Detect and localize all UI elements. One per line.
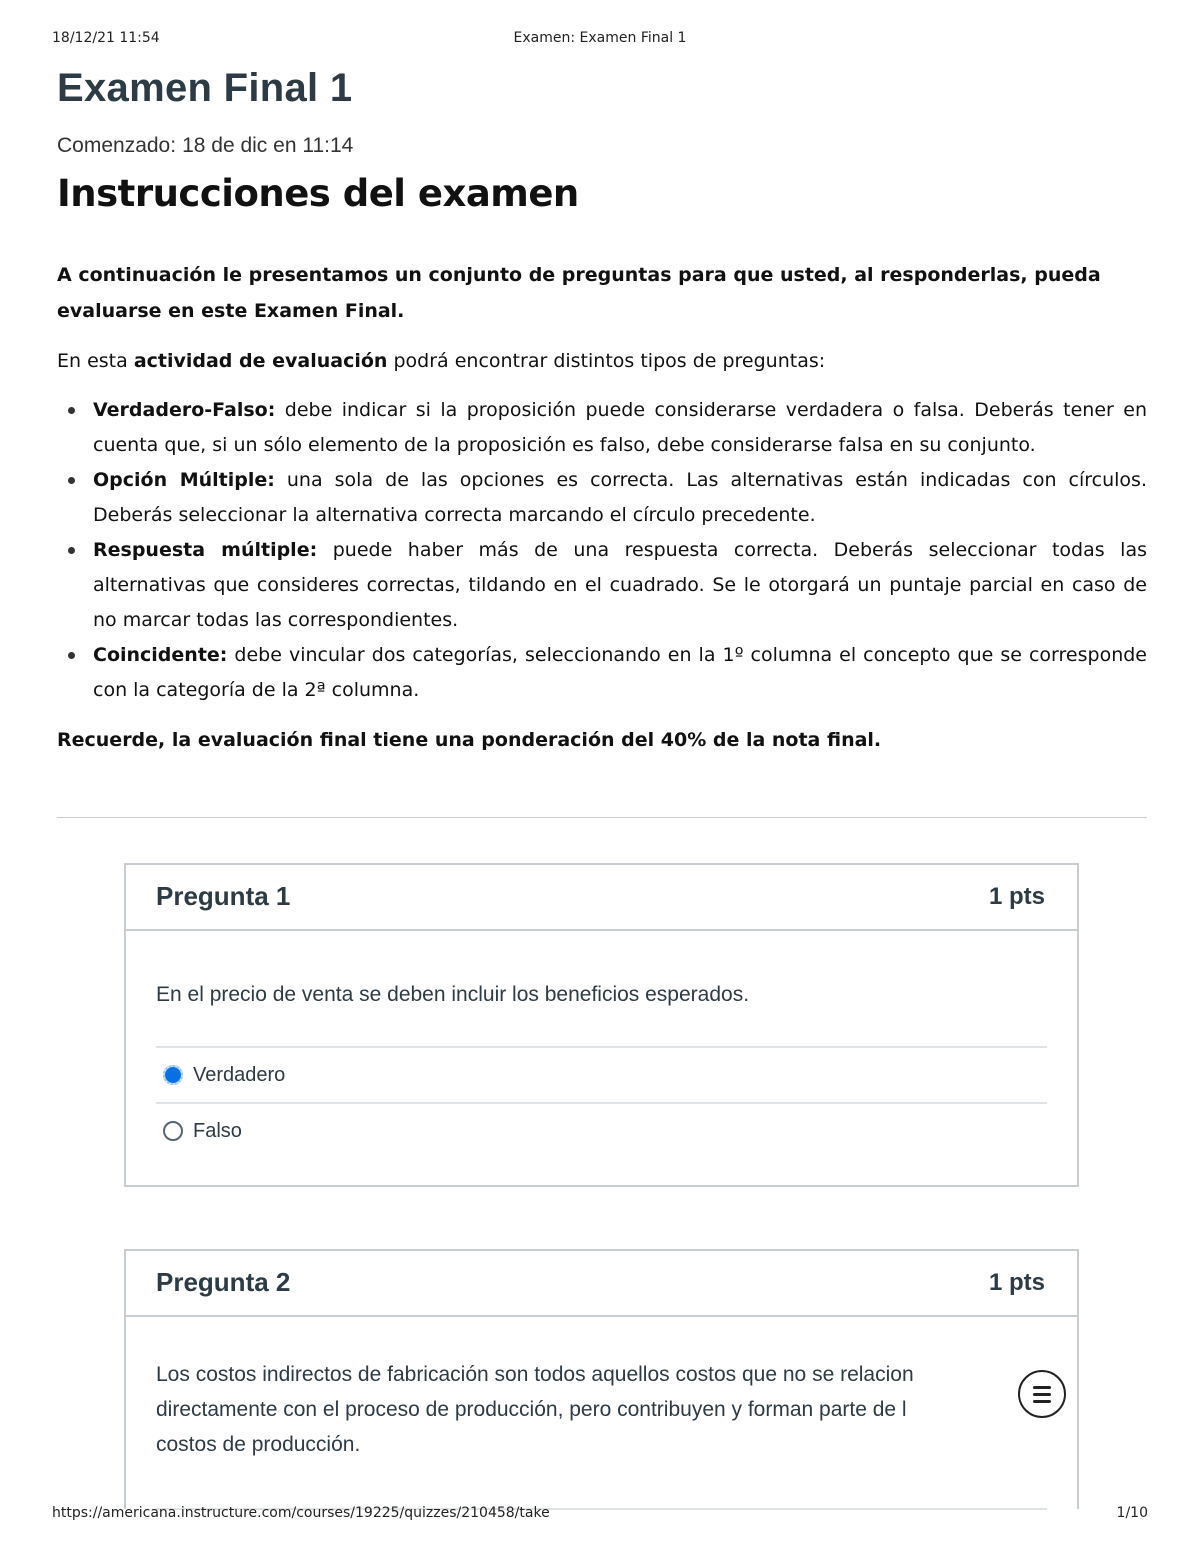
radio-selected-icon[interactable] bbox=[163, 1065, 183, 1085]
list-item bbox=[57, 533, 1147, 638]
list-item bbox=[57, 393, 1147, 463]
question-text-line: Los costos indirectos de fabricación son todos aquellos costos que no se relacion bbox=[156, 1363, 914, 1386]
chat-icon-line bbox=[1033, 1386, 1051, 1389]
question-text-line: costos de producción. bbox=[156, 1433, 361, 1456]
answer-label: Verdadero bbox=[193, 1063, 286, 1086]
answer-label: Falso bbox=[193, 1119, 242, 1142]
divider bbox=[57, 817, 1147, 818]
question-points: 1 pts bbox=[988, 883, 1045, 910]
question-2 bbox=[124, 1249, 1079, 1509]
list-item-text: una sola de las opciones es correcta. Las alternativas están indicadas con círculos. Deberás seleccionar la alternativa correcta marcando el círculo precedente. bbox=[93, 469, 1147, 526]
print-date: 18/12/21 11:54 bbox=[52, 30, 160, 46]
answer-option-verdadero[interactable] bbox=[156, 1046, 1047, 1102]
started-label: Comenzado: bbox=[57, 134, 177, 157]
chat-icon-line bbox=[1033, 1400, 1051, 1403]
question-text: En el precio de venta se deben incluir los beneficios esperados. bbox=[156, 983, 750, 1006]
instructions-intro bbox=[57, 257, 1147, 329]
quiz-title: Examen Final 1 bbox=[57, 66, 353, 110]
instructions-reminder: Recuerde, la evaluación final tiene una ponderación del 40% de la nota final. bbox=[57, 729, 882, 751]
question-1 bbox=[124, 863, 1079, 1187]
question-header bbox=[126, 865, 1077, 931]
types-text-a: En esta bbox=[57, 350, 134, 372]
print-document-title: Examen: Examen Final 1 bbox=[513, 30, 687, 46]
started-value: 18 de dic en 11:14 bbox=[182, 134, 354, 157]
chat-icon-line bbox=[1033, 1393, 1051, 1396]
question-title: Pregunta 2 bbox=[156, 1267, 291, 1297]
quiz-instructions bbox=[57, 172, 1147, 772]
list-item-term: Opción Múltiple: bbox=[93, 469, 275, 491]
list-item-term: Respuesta múltiple: bbox=[93, 539, 318, 561]
list-item-text: debe vincular dos categorías, seleccionando en la 1º columna el concepto que se corresponde con la categoría de la 2ª columna. bbox=[93, 644, 1147, 701]
list-item bbox=[57, 463, 1147, 533]
answer-list bbox=[156, 1046, 1047, 1158]
answer-option-falso[interactable] bbox=[156, 1102, 1047, 1158]
instructions-heading: Instrucciones del examen bbox=[57, 172, 579, 215]
intro-emphasis: Examen Final. bbox=[253, 300, 405, 322]
list-item bbox=[57, 638, 1147, 708]
quiz-started bbox=[57, 134, 353, 158]
print-page-number: 1/10 bbox=[1116, 1505, 1148, 1521]
types-text-c: podrá encontrar distintos tipos de preguntas: bbox=[387, 350, 826, 372]
question-points: 1 pts bbox=[988, 1269, 1045, 1296]
intro-text: A continuación le presentamos un conjunto de preguntas para que usted, al responderlas, pueda evaluarse en este bbox=[57, 264, 1101, 322]
chat-bubble-icon[interactable] bbox=[1018, 1370, 1066, 1418]
list-item-term: Verdadero-Falso: bbox=[93, 399, 276, 421]
list-item-text: debe indicar si la proposición puede considerarse verdadera o falsa. Deberás tener en cuenta que, si un sólo elemento de la proposición es falso, debe considerarse falsa en su conjunto. bbox=[93, 399, 1147, 456]
print-header bbox=[52, 30, 1148, 50]
list-item-term: Coincidente: bbox=[93, 644, 228, 666]
question-types-list bbox=[57, 393, 1147, 708]
instructions-types bbox=[57, 343, 1147, 379]
types-emphasis: actividad de evaluación bbox=[133, 350, 388, 372]
print-url: https://americana.instructure.com/courses/19225/quizzes/210458/take bbox=[52, 1505, 550, 1521]
question-header bbox=[126, 1251, 1077, 1317]
list-item-text: puede haber más de una respuesta correcta. Deberás seleccionar todas las alternativas que consideres correctas, tildando en el cuadrado. Se le otorgará un puntaje parcial en caso de no marcar todas las correspondientes. bbox=[93, 539, 1147, 631]
question-text-line: directamente con el proceso de producción, pero contribuyen y forman parte de l bbox=[156, 1398, 907, 1421]
radio-empty-icon[interactable] bbox=[163, 1121, 183, 1141]
print-footer bbox=[52, 1505, 1148, 1525]
question-text bbox=[156, 1357, 1006, 1462]
question-title: Pregunta 1 bbox=[156, 881, 291, 911]
